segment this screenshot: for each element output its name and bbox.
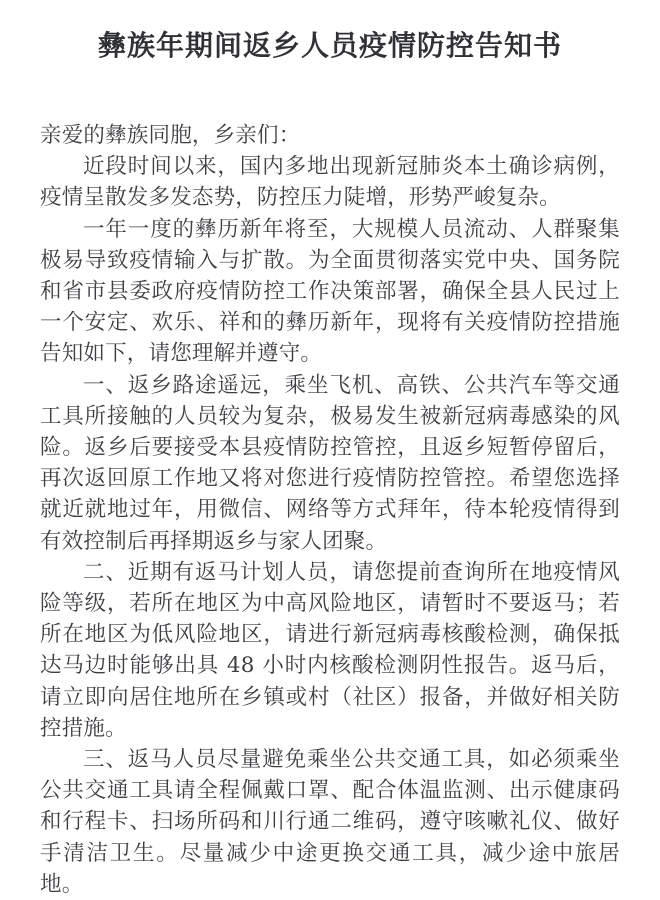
paragraph-background: 一年一度的彝历新年将至，大规模人员流动、人群聚集极易导致疫情输入与扩散。为全面贯彻落实党中央、国务院和省市县委政府疫情防控工作决策部署，确保全县人民过上一个安定、欢乐、祥和的彝历新年，现将有关疫情防控措施告知如下，请您理解并遵守。 [40,216,620,367]
paragraph-item-three: 三、返马人员尽量避免乘坐公共交通工具，如必须乘坐公共交通工具请全程佩戴口罩、配合体温监测、出示健康码和行程卡、扫场所码和川行通二维码，遵守咳嗽礼仪、做好手清洁卫生。尽量减少中途更换交通工具，减少途中旅居地。 [40,747,620,897]
salutation-line: 亲爱的彝族同胞，乡亲们： [40,123,301,148]
paragraph-item-one: 一、返乡路途遥远，乘坐飞机、高铁、公共汽车等交通工具所接触的人员较为复杂，极易发生被新冠病毒感染的风险。返乡后要接受本县疫情防控管控，且返乡短暂停留后，再次返回原工作地又将对您进行疫情防控管控。希望您选择就近就地过年，用微信、网络等方式拜年，待本轮疫情得到有效控制后再择期返乡与家人团聚。 [40,372,620,554]
document-body [40,120,620,900]
page-title: 彝族年期间返乡人员疫情防控告知书 [97,29,562,62]
paragraph-item-two: 二、近期有返马计划人员，请您提前查询所在地疫情风险等级，若所在地区为中高风险地区，请暂时不要返马；若所在地区为低风险地区，请进行新冠病毒核酸检测，确保抵达马边时能够出具 48 小时内核酸检测阴性报告。返马后，请立即向居住地所在乡镇或村（社区）报备，并做好相关防控措施。 [40,559,620,741]
paragraph-intro: 近段时间以来，国内多地出现新冠肺炎本土确诊病例，疫情呈散发多发态势，防控压力陡增，形势严峻复杂。 [40,154,620,211]
